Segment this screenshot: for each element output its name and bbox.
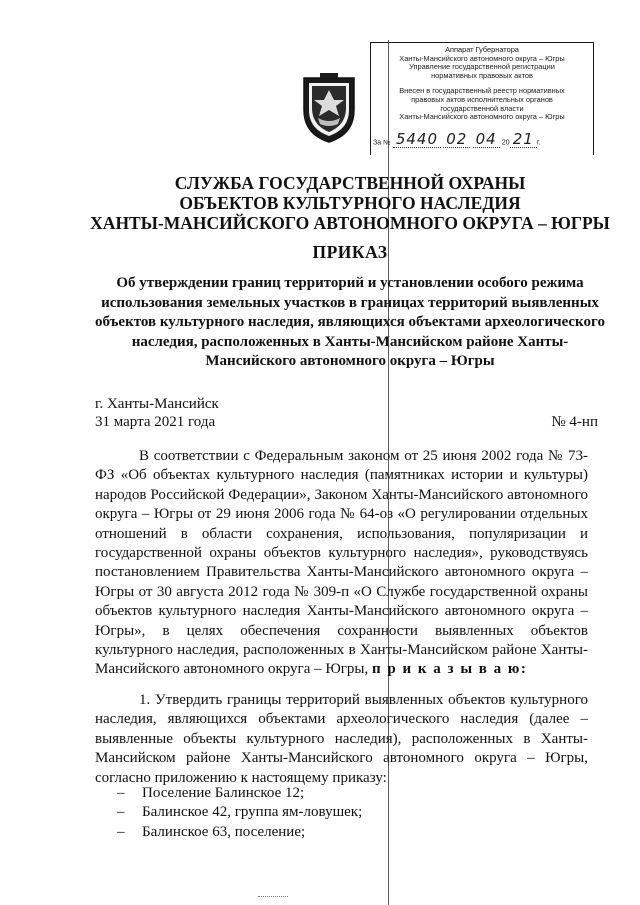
stamp-line: Ханты-Мансийского автономного округа – Югры [399,53,565,63]
stamp-line: нормативных правовых актов [431,70,533,80]
reg-day-handwritten: 02 [443,132,470,148]
issue-city: г. Ханты-Мансийск [95,396,219,412]
order-word: п р и к а з ы в а ю: [372,661,528,678]
stamp-line: государственной власти [440,103,524,113]
list-item [95,784,588,803]
preamble-text: В соответствии с Федеральным законом от 25 июня 2002 года № 73-ФЗ «Об объектах культурного наследия (памятниках истории и культуры) народов Российской Федерации», Законом Ханты-Мансийского автономного округа – Югры от 29 июня 2006 года № 64-оз «О регулировании отдельных отношений в области сохранения, использования, популяризации и государственной охраны объектов культурного наследия», руководствуясь постановлением Правительства Ханты-Мансийского автономного округа – Югры от 30 августа 2012 года № 309-п «О Службе государственной охраны объектов культурного наследия Ханты-Мансийского автономного округа – Югры», в целях обеспечения сохранности выявленных объектов культурного наследия, расположенных в Ханты-Мансийском районе Ханты-Мансийского автономного округа – Югры, [95,448,588,678]
stamp-line: правовых актов исполнительных органов [411,94,553,104]
org-line: ОБЪЕКТОВ КУЛЬТУРНОГО НАСЛЕДИЯ [179,193,521,213]
stamp-line: Ханты-Мансийского автономного округа – Югры [399,112,565,122]
objects-list [95,784,588,842]
item-1-paragraph [95,691,588,788]
order-subject: Об утверждении границ территорий и установлении особого режима использования земельных участков в границах территорий выявленных объектов культурного наследия, являющихся объектами археологического наследия, расположенных в Ханты-Мансийском районе Ханты-Мансийского автономного округа – Югры [95,275,605,370]
stamp-line: Управление государственной регистрации [409,62,555,72]
reg-year-handwritten: 21 [510,132,537,148]
order-number: № 4-нп [551,414,598,430]
scan-artifact-mark [258,896,288,898]
list-item [95,823,588,842]
list-item-text: Балинское 63, поселение; [142,823,306,840]
reg-year-prefix: 20 [501,139,510,147]
stamp-line: Внесен в государственный реестр нормативных [399,86,565,96]
reg-month-handwritten: 04 [473,132,500,148]
reg-suffix: г. [536,139,541,147]
coat-of-arms-icon [300,72,358,144]
issue-date: 31 марта 2021 года [95,414,216,430]
stamp-block-registry [371,87,593,121]
list-item [95,803,588,822]
list-dash: – [117,823,125,840]
org-line: ХАНТЫ-МАНСИЙСКОГО АВТОНОМНОГО ОКРУГА – ЮГРЫ [90,213,610,233]
stamp-registration-number [373,132,591,152]
list-dash: – [117,785,125,801]
preamble-paragraph [95,447,588,680]
list-dash: – [117,804,125,821]
list-item-text: Поселение Балинское 12; [142,785,305,801]
item-1-text: 1. Утвердить границы территорий выявленных объектов культурного наследия, являющихся объектами археологического наследия (далее – выявленные объекты культурного наследия), расположенных в Ханты-Мансийском районе Ханты-Мансийского автономного округа – Югры, согласно приложению к настоящему приказу: [95,692,588,786]
stamp-block-office [371,46,593,80]
reg-number-handwritten: 5440 [393,132,441,148]
registration-stamp [370,42,594,155]
list-item-text: Балинское 42, группа ям-ловушек; [142,804,363,821]
stamp-line: Аппарат Губернатора [445,45,519,54]
reg-prefix: За № [373,139,391,147]
document-type: ПРИКАЗ [312,242,388,262]
org-line: СЛУЖБА ГОСУДАРСТВЕННОЙ ОХРАНЫ [174,173,526,193]
organization-title [60,173,640,233]
